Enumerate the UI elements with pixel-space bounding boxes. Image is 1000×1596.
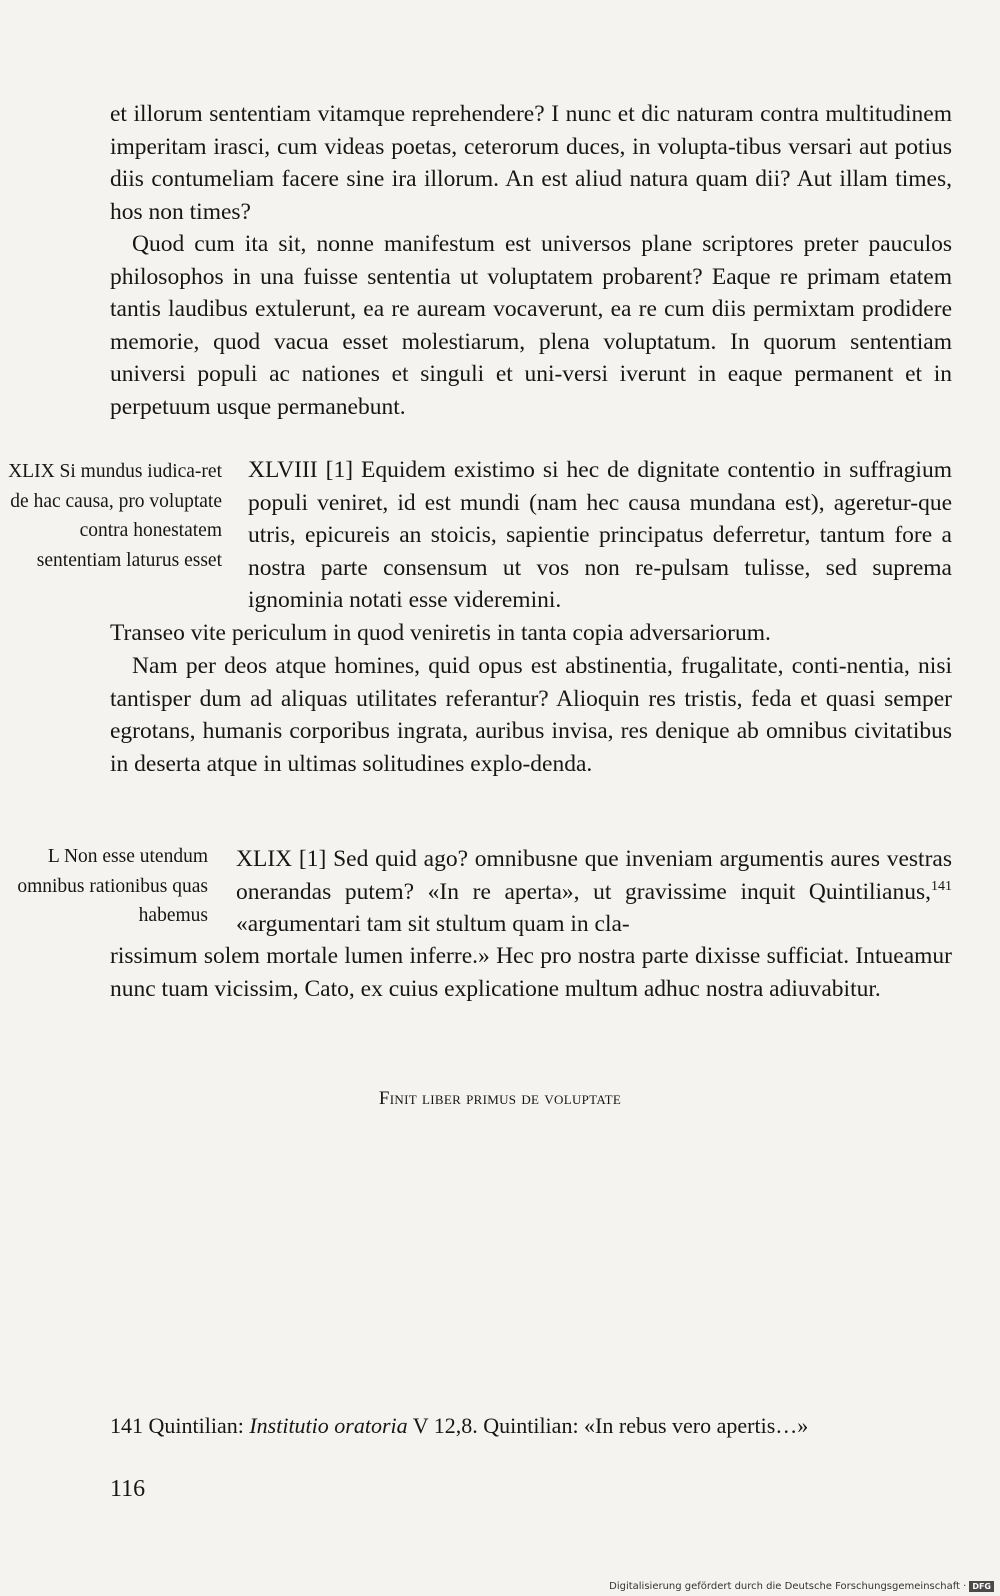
digitization-credit <box>609 1581 994 1592</box>
footnote-author: Quintilian: <box>148 1413 244 1438</box>
paragraph-3: Nam per deos atque homines, quid opus est abstinentia, frugalitate, conti-nentia, nisi tantisper dum ad aliquas utilitates referantur? Alioquin res tristis, feda et quasi semper egrotans, humanis corporibus ingrata, auribus invisa, res denique ab omnibus civitatibus in deserta atque in ultimas solitudines explo-denda. <box>110 653 952 777</box>
footnote-reference: V 12,8. Quintilian: «In rebus vero apertis…» <box>412 1413 809 1438</box>
chapter-xlviii-continuation: Transeo vite periculum in quod veniretis in tanta copia adversariorum. <box>110 620 771 646</box>
dfg-logo: DFG <box>969 1581 994 1592</box>
finit-heading: Finit liber primus de voluptate <box>378 1088 622 1109</box>
margin-note-xlix: XLIX Si mundus iudica-ret de hac causa, pro voluptate contra honestatem sententiam laturus esset <box>8 461 222 571</box>
footnote-number: 141 <box>110 1413 143 1438</box>
credit-text: Digitalisierung gefördert durch die Deutsche Forschungsgemeinschaft · <box>609 1581 967 1592</box>
margin-note-l: L Non esse utendum omnibus rationibus quas habemus <box>17 846 208 926</box>
chapter-xlix-continuation: rissimum solem mortale lumen inferre.» Hec pro nostra parte dixisse sufficiat. Intueamur nunc tuam vicissim, Cato, ex cuius explicatione multum adhuc nostra adiuvabitur. <box>110 943 952 1002</box>
footnote-work-title: Institutio oratoria <box>249 1413 408 1438</box>
chapter-xlix-opening <box>236 843 952 941</box>
page-number: 116 <box>110 1476 146 1502</box>
chapter-xlix-text-a: XLIX [1] Sed quid ago? omnibusne que inveniam argumentis aures vestras onerandas putem? «In re aperta», ut gravissime inquit Quintilianus, <box>236 846 952 905</box>
chapter-xlviii-opening: XLVIII [1] Equidem existimo si hec de dignitate contentio in suffragium populi veniret, id est mundi (nam hec causa mundana est), ageretur-que utris, epicureis an stoicis, sapientie principatus deferretur, tantum fore a nostra parte consensum ut vos non re-pulsam tulisse, sed suprema ignominia notati esse videremini. <box>248 457 952 614</box>
chapter-xlix-text-b: «argumentari tam sit stultum quam in cla- <box>236 911 630 938</box>
footnote-141 <box>110 1411 952 1441</box>
footnote-ref-141[interactable]: 141 <box>931 878 952 894</box>
paragraph-1: et illorum sententiam vitamque reprehendere? I nunc et dic naturam contra multitudinem imperitam irasci, cum videas poetas, ceterorum duces, in volupta-tibus versari aut potius diis contumeliam facere sine ira illorum. An est aliud natura quam dii? Aut illam times, hos non times? <box>110 101 952 225</box>
paragraph-2: Quod cum ita sit, nonne manifestum est universos plane scriptores preter pauculos philosophos in una fuisse sententia ut voluptatem probarent? Eaque re primam etatem tantis laudibus extulerunt, ea re auream vocaverunt, ea re cum diis permixtam prodidere memorie, quod vacua esset molestiarum, plena voluptatum. In quorum sententiam universi populi ac nationes et singuli et uni-versi iverunt in eaque permanent et in perpetuum usque permanebunt. <box>110 231 952 420</box>
